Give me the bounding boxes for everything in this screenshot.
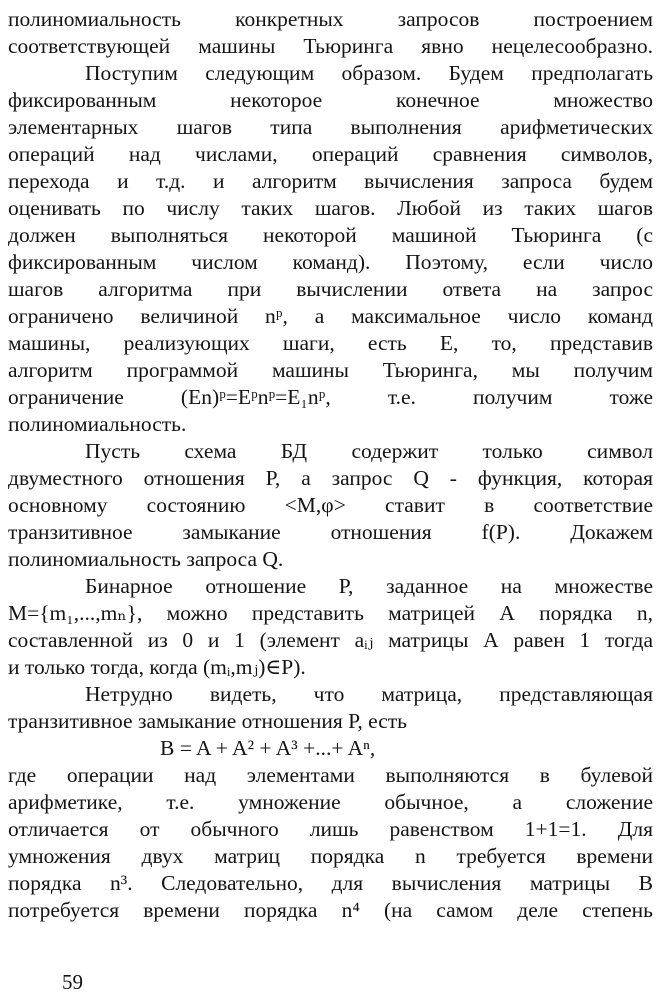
text-line: где операции над элементами выполняются в булевой	[8, 763, 653, 787]
text-line: транзитивное замыкание отношения f(P). Докажем	[8, 520, 653, 544]
paragraph-end-line: полиномиальность.	[8, 412, 187, 436]
paragraph-end-line: и только тогда, когда (mᵢ,mⱼ)∈Р).	[8, 655, 306, 679]
text-line: отличается от обычного лишь равенством 1+1=1. Для	[8, 817, 653, 841]
paragraph-start-line: Бинарное отношение Р, заданное на множестве	[85, 574, 653, 598]
body-text	[8, 6, 653, 924]
text-line: арифметике, т.е. умножение обычное, а сложение	[8, 790, 653, 814]
text-line: оценивать по числу таких шагов. Любой из таких шагов	[8, 196, 653, 220]
text-line: ограничено величиной nᵖ, а максимальное число команд	[8, 304, 653, 328]
text-line: транзитивное замыкание отношения Р, есть	[8, 709, 407, 733]
text-line: потребуется времени порядка n⁴ (на самом деле степень	[8, 898, 653, 922]
text-line: перехода и т.д. и алгоритм вычисления запроса будем	[8, 169, 653, 193]
text-line: фиксированным некоторое конечное множество	[8, 88, 653, 112]
text-line: двуместного отношения Р, а запрос Q - функция, которая	[8, 466, 653, 490]
text-line: порядка n³. Следовательно, для вычисления матрицы В	[8, 871, 653, 895]
text-line: умножения двух матриц порядка n требуется времени	[8, 844, 653, 868]
text-line: M={m₁,...,mₙ}, можно представить матрицей А порядка n,	[8, 601, 653, 625]
formula-line: B = A + A² + A³ +...+ Aⁿ,	[160, 736, 376, 760]
text-line: операций над числами, операций сравнения символов,	[8, 142, 653, 166]
text-line: машины, реализующих шаги, есть Е, то, представив	[8, 331, 653, 355]
paragraph-end-line: полиномиальность запроса Q.	[8, 547, 284, 571]
text-line: элементарных шагов типа выполнения арифметических	[8, 115, 653, 139]
text-line: соответствующей машины Тьюринга явно нецелесообразно.	[8, 34, 653, 58]
text-line: алгоритм программой машины Тьюринга, мы получим	[8, 358, 653, 382]
text-line: полиномиальность конкретных запросов построением	[8, 7, 653, 31]
text-line: должен выполняться некоторой машиной Тьюринга (с	[8, 223, 653, 247]
text-line: составленной из 0 и 1 (элемент aᵢⱼ матрицы А равен 1 тогда	[8, 628, 653, 652]
paragraph-start-line: Нетрудно видеть, что матрица, представляющая	[85, 682, 653, 706]
page-number: 59	[62, 970, 83, 994]
text-line: фиксированным числом команд). Поэтому, если число	[8, 250, 653, 274]
text-line: ограничение (En)ᵖ=Eᵖnᵖ=E₁nᵖ, т.е. получим тоже	[8, 385, 653, 409]
paragraph-start-line: Поступим следующим образом. Будем предполагать	[85, 61, 653, 85]
text-line: шагов алгоритма при вычислении ответа на запрос	[8, 277, 653, 301]
text-line: основному состоянию <M,φ> ставит в соответствие	[8, 493, 653, 517]
paragraph-start-line: Пусть схема БД содержит только символ	[85, 439, 653, 463]
